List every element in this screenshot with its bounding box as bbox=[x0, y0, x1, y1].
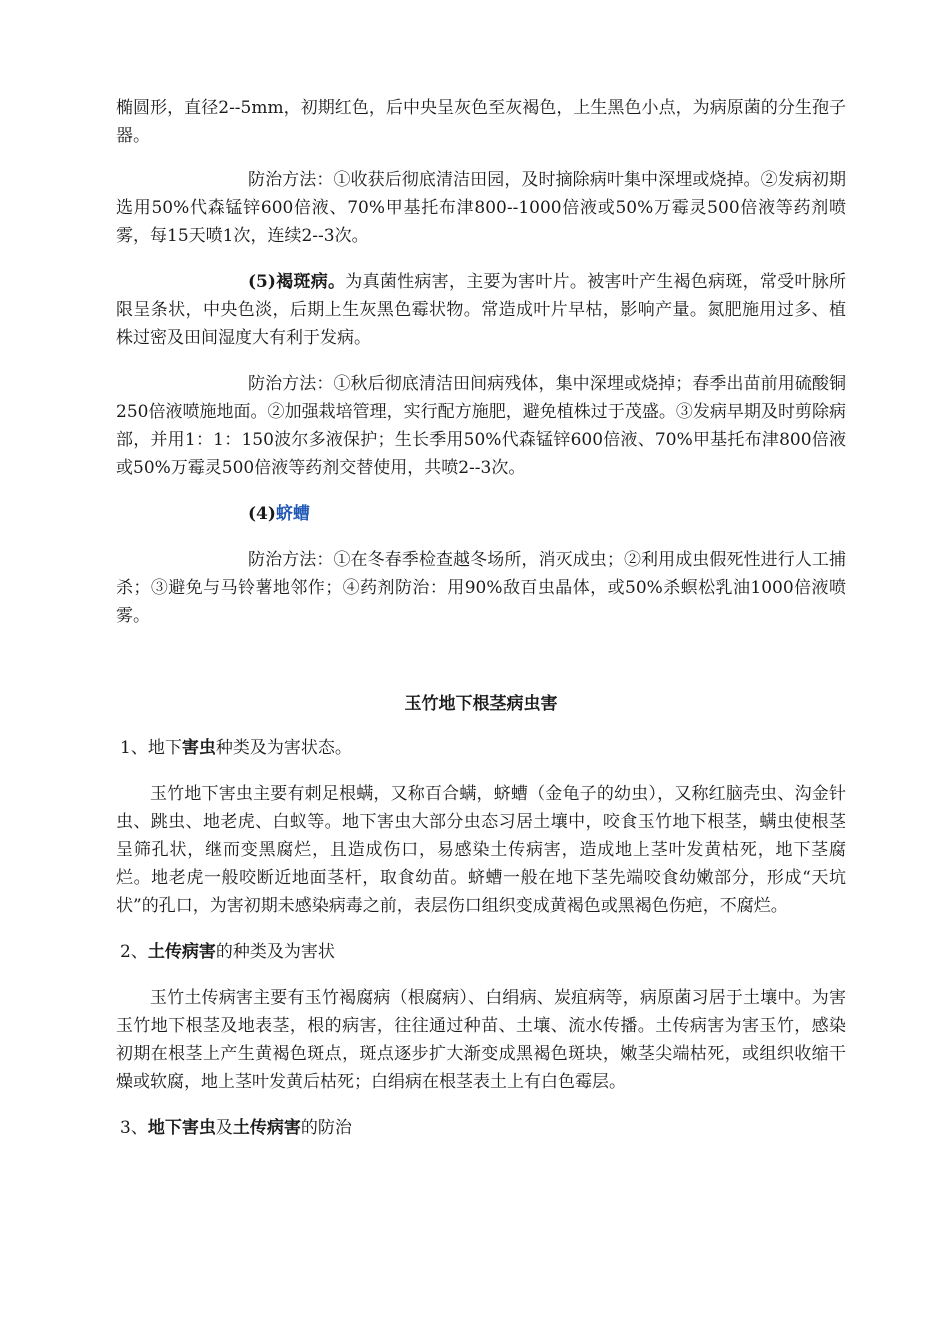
grub-prefix: (4) bbox=[248, 504, 276, 524]
item-3-bold-1: 地下害虫 bbox=[147, 1118, 216, 1138]
item-1-heading bbox=[116, 734, 846, 762]
section-title: 玉竹地下根茎病虫害 bbox=[404, 694, 558, 714]
paragraph-control-methods-1: 防治方法：①收获后彻底清洁田园，及时摘除病叶集中深埋或烧掉。②发病初期选用50%代森锰锌600倍液、70%甲基托布津800--1000倍液或50%万霉灵500倍液等药剂喷雾，每15天喷1次，连续2--3次。 bbox=[116, 170, 846, 246]
paragraph-lesion-description: 椭圆形，直径2--5mm，初期红色，后中央呈灰色至灰褐色，上生黑色小点，为病原菌的分生孢子器。 bbox=[116, 98, 846, 146]
item-2-heading bbox=[116, 938, 846, 966]
document-page bbox=[116, 94, 846, 1142]
paragraph-underground-pests: 玉竹地下害虫主要有刺足根螨，又称百合螨，蛴螬（金龟子的幼虫），又称红脑壳虫、沟金针虫、跳虫、地老虎、白蚁等。地下害虫大部分虫态习居土壤中，咬食玉竹地下根茎，螨虫使根茎呈筛孔状，继而变黑腐烂，且造成伤口，易感染土传病害，造成地上茎叶发黄枯死，地下茎腐烂。地老虎一般咬断近地面茎杆，取食幼苗。蛴螬一般在地下茎先端咬食幼嫩部分，形成“天坑状”的孔口，为害初期未感染病毒之前，表层伤口组织变成黄褐色或黑褐色伤疤，不腐烂。 bbox=[116, 784, 846, 916]
item-2-bold: 土传病害 bbox=[147, 942, 216, 962]
item-3-rest: 的防治 bbox=[300, 1118, 352, 1138]
brown-spot-body: 为真菌性病害，主要为害叶片。被害叶产生褐色病斑，常受叶脉所限呈条状，中央色淡，后期上生灰黑色霉状物。常造成叶片早枯，影响产量。氮肥施用过多、植株过密及田间湿度大有利于发病。 bbox=[116, 272, 846, 348]
item-1-rest: 种类及为害状态。 bbox=[215, 738, 352, 758]
paragraph-brown-spot bbox=[116, 268, 846, 352]
item-3-num: 3、 bbox=[120, 1118, 148, 1138]
brown-spot-heading: (5)褐斑病。 bbox=[248, 272, 346, 292]
item-3-bold-2: 土传病害 bbox=[232, 1118, 301, 1138]
item-2-rest: 的种类及为害状 bbox=[215, 942, 335, 962]
paragraph-grub-heading bbox=[116, 500, 846, 528]
item-1-bold: 害虫 bbox=[181, 738, 216, 758]
item-3-mid: 及 bbox=[215, 1118, 233, 1138]
paragraph-soil-diseases: 玉竹土传病害主要有玉竹褐腐病（根腐病）、白绢病、炭疽病等，病原菌习居于土壤中。为害玉竹地下根茎及地表茎，根的病害，往往通过种苗、土壤、流水传播。土传病害为害玉竹，感染初期在根茎上产生黄褐色斑点，斑点逐步扩大渐变成黑褐色斑块，嫩茎尖端枯死，或组织收缩干燥或软腐，地上茎叶发黄后枯死；白绢病在根茎表土上有白色霉层。 bbox=[116, 988, 846, 1092]
item-3-heading bbox=[116, 1114, 846, 1142]
paragraph-control-methods-2: 防治方法：①秋后彻底清洁田间病残体，集中深埋或烧掉；春季出苗前用硫酸铜250倍液喷施地面。②加强栽培管理，实行配方施肥，避免植株过于茂盛。③发病早期及时剪除病部，并用1：1：150波尔多液保护；生长季用50%代森锰锌600倍液、70%甲基托布津800倍液或50%万霉灵500倍液等药剂交替使用，共喷2--3次。 bbox=[116, 374, 846, 478]
item-2-num: 2、 bbox=[120, 942, 148, 962]
paragraph-control-methods-3: 防治方法：①在冬春季检查越冬场所，消灭成虫；②利用成虫假死性进行人工捕杀；③避免与马铃薯地邻作；④药剂防治：用90%敌百虫晶体，或50%杀螟松乳油1000倍液喷雾。 bbox=[116, 550, 846, 626]
item-1-num: 1、地下 bbox=[120, 738, 182, 758]
grub-heading-link[interactable]: 蛴螬 bbox=[275, 504, 310, 524]
